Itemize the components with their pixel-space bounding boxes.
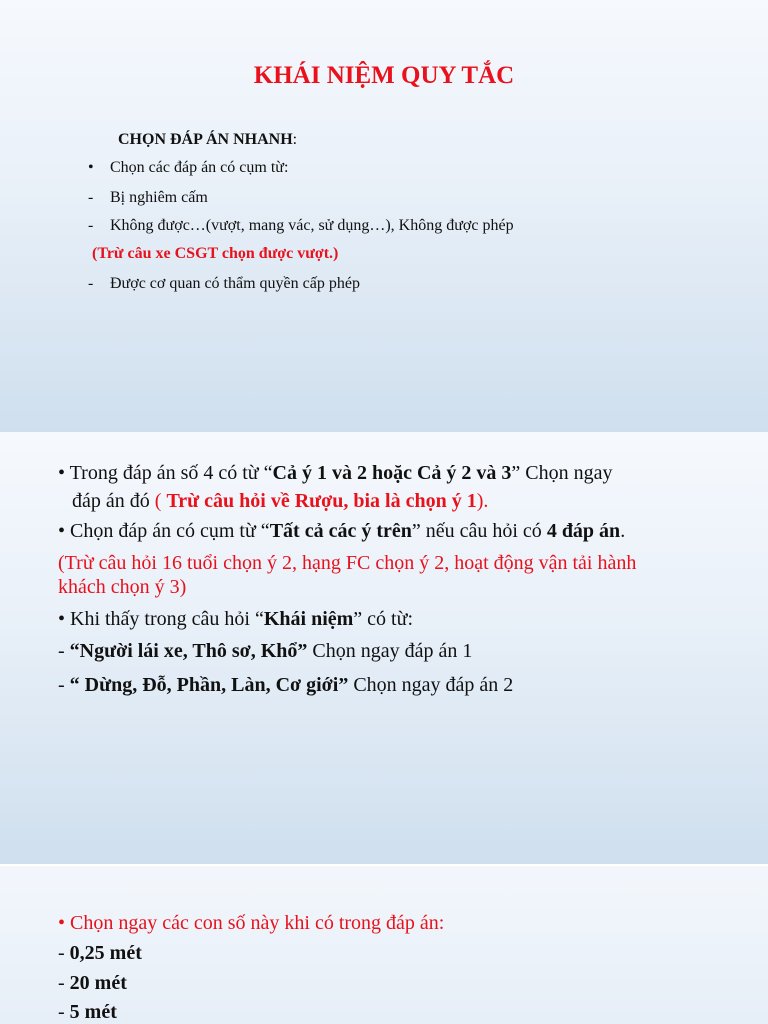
list-item [58,1001,117,1024]
numbers-heading: • Chọn ngay các con số này khi có trong đáp án: [58,912,445,934]
number-value: 20 mét [69,972,127,994]
rule-exception: ( [154,490,167,512]
dash-mark: - [58,972,70,994]
rule-line [58,608,413,631]
slide-2 [0,432,768,864]
number-value: 5 mét [69,1001,117,1023]
list-item-text: Không được…(vượt, mang vác, sử dụng…), Không được phép [110,217,514,234]
number-value: 0,25 mét [69,942,142,964]
rule-keyword: Cả ý 1 và 2 hoặc Cả ý 2 và 3 [272,462,512,484]
dash-mark: - [58,640,70,662]
dash-mark: - [88,275,94,292]
rule-text: ” có từ: [353,608,414,630]
rule-keyword: Khái niệm [263,608,354,630]
rule-text: Chọn ngay đáp án 2 [348,674,514,696]
rule-text: đáp án đó [72,490,155,512]
section-heading [118,131,297,149]
rule-text: ” nếu câu hỏi có [411,520,547,542]
rule-keyword: “Người lái xe, Thô sơ, Khổ” [69,640,308,662]
bullet-mark: • [88,159,94,176]
exception-note: (Trừ câu xe CSGT chọn được vượt.) [92,245,339,262]
rule-exception: Trừ câu hỏi về Rượu, bia là chọn ý 1 [166,490,477,512]
exception-note: khách chọn ý 3) [58,576,187,598]
rule-text: • Chọn đáp án có cụm từ “ [58,520,270,542]
rule-line [58,462,613,485]
rule-keyword: 4 đáp án [546,520,621,542]
list-item [58,972,127,995]
section-heading-text: CHỌN ĐÁP ÁN NHANH [118,131,293,148]
rule-line [58,640,472,663]
list-item-text: Được cơ quan có thẩm quyền cấp phép [110,275,360,292]
rule-keyword: “ Dừng, Đỗ, Phần, Làn, Cơ giới” [69,674,349,696]
rule-line [58,520,625,543]
rule-text: • Khi thấy trong câu hỏi “ [58,608,264,630]
dash-mark: - [88,217,94,234]
list-item [58,942,142,965]
slide-title: KHÁI NIỆM QUY TẮC [253,62,515,89]
section-heading-colon: : [292,131,298,148]
dash-mark: - [58,674,70,696]
rule-text: ” Chọn ngay [511,462,613,484]
dash-mark: - [88,189,94,206]
dash-mark: - [58,942,70,964]
rule-keyword: Tất cả các ý trên [269,520,412,542]
slide-3 [0,866,768,1024]
list-item-text: Chọn các đáp án có cụm từ: [110,159,289,176]
list-item-text: Bị nghiêm cấm [110,189,208,206]
rule-line [72,490,488,513]
rule-line [58,674,513,697]
rule-text: Chọn ngay đáp án 1 [307,640,473,662]
rule-text: • Trong đáp án số 4 có từ “ [58,462,273,484]
exception-note: (Trừ câu hỏi 16 tuổi chọn ý 2, hạng FC chọn ý 2, hoạt động vận tải hành [58,552,637,574]
rule-exception: ). [476,490,489,512]
slide-1 [0,0,768,432]
dash-mark: - [58,1001,70,1023]
rule-text: . [620,520,626,542]
